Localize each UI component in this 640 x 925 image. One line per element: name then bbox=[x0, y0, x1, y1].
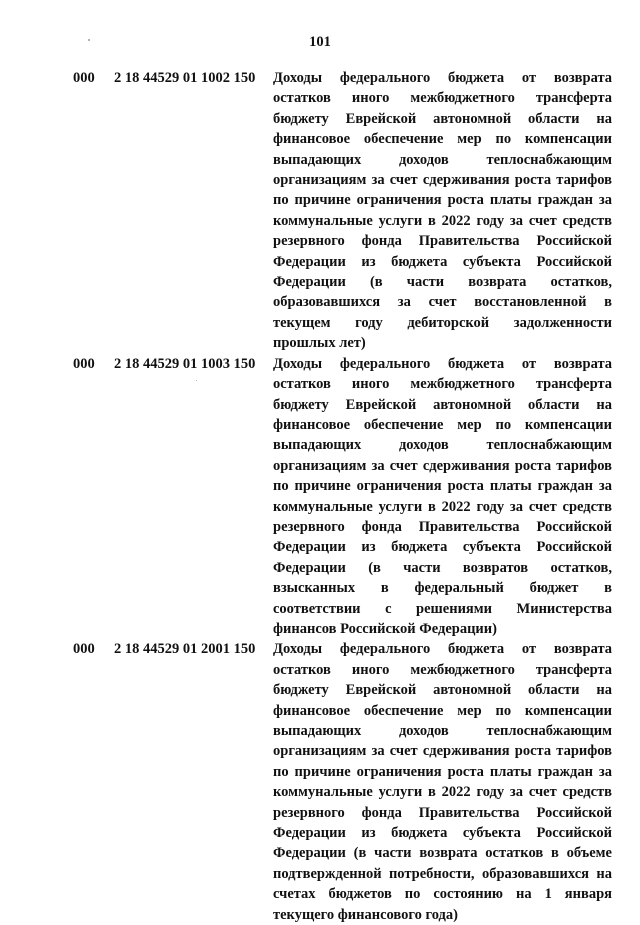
budget-classification-code: 2 18 44529 01 1003 150 bbox=[114, 355, 256, 372]
page-number: 101 bbox=[309, 34, 331, 50]
budget-code-entry bbox=[0, 639, 640, 925]
budget-code-list bbox=[0, 68, 640, 925]
revenue-description: Доходы федерального бюджета от возврата остатков иного межбюджетного трансферта бюджету Еврейской автономной области на финансовое обеспечение мер по компенсации выпадающих доходов теплоснабжающим организациям за счет сдерживания роста тарифов по причине ограничения роста платы граждан за коммунальные услуги в 2022 году за счет средств резервного фонда Правительства Российской Федерации из бюджета субъекта Российской Федерации (в части возврата остатков в объеме подтвержденной потребности, образовавшихся на счетах бюджетов по состоянию на 1 января текущего финансового года) bbox=[273, 641, 612, 923]
budget-code-entry bbox=[0, 354, 640, 640]
budget-classification-code: 2 18 44529 01 2001 150 bbox=[114, 641, 256, 658]
budget-code-entry bbox=[0, 68, 640, 354]
administrator-code: 000 bbox=[73, 70, 95, 86]
revenue-description: Доходы федерального бюджета от возврата остатков иного межбюджетного трансферта бюджету Еврейской автономной области на финансовое обеспечение мер по компенсации выпадающих доходов теплоснабжающим организациям за счет сдерживания роста тарифов по причине ограничения роста платы граждан за коммунальные услуги в 2022 году за счет средств резервного фонда Правительства Российской Федерации из бюджета субъекта Российской Федерации (в части возвратов остатков, взысканных в федеральный бюджет в соответствии с решениями Министерства финансов Российской Федерации) bbox=[273, 355, 612, 637]
revenue-description: Доходы федерального бюджета от возврата остатков иного межбюджетного трансферта бюджету Еврейской автономной области на финансовое обеспечение мер по компенсации выпадающих доходов теплоснабжающим организациям за счет сдерживания роста тарифов по причине ограничения роста платы граждан за коммунальные услуги в 2022 году за счет средств резервного фонда Правительства Российской Федерации из бюджета субъекта Российской Федерации (в части возврата остатков, образовавшихся за счет восстановленной в текущем году дебиторской задолженности прошлых лет) bbox=[273, 70, 612, 352]
budget-classification-code: 2 18 44529 01 1002 150 bbox=[114, 70, 256, 86]
administrator-code: 000 bbox=[73, 641, 95, 658]
administrator-code: 000 bbox=[73, 355, 95, 372]
